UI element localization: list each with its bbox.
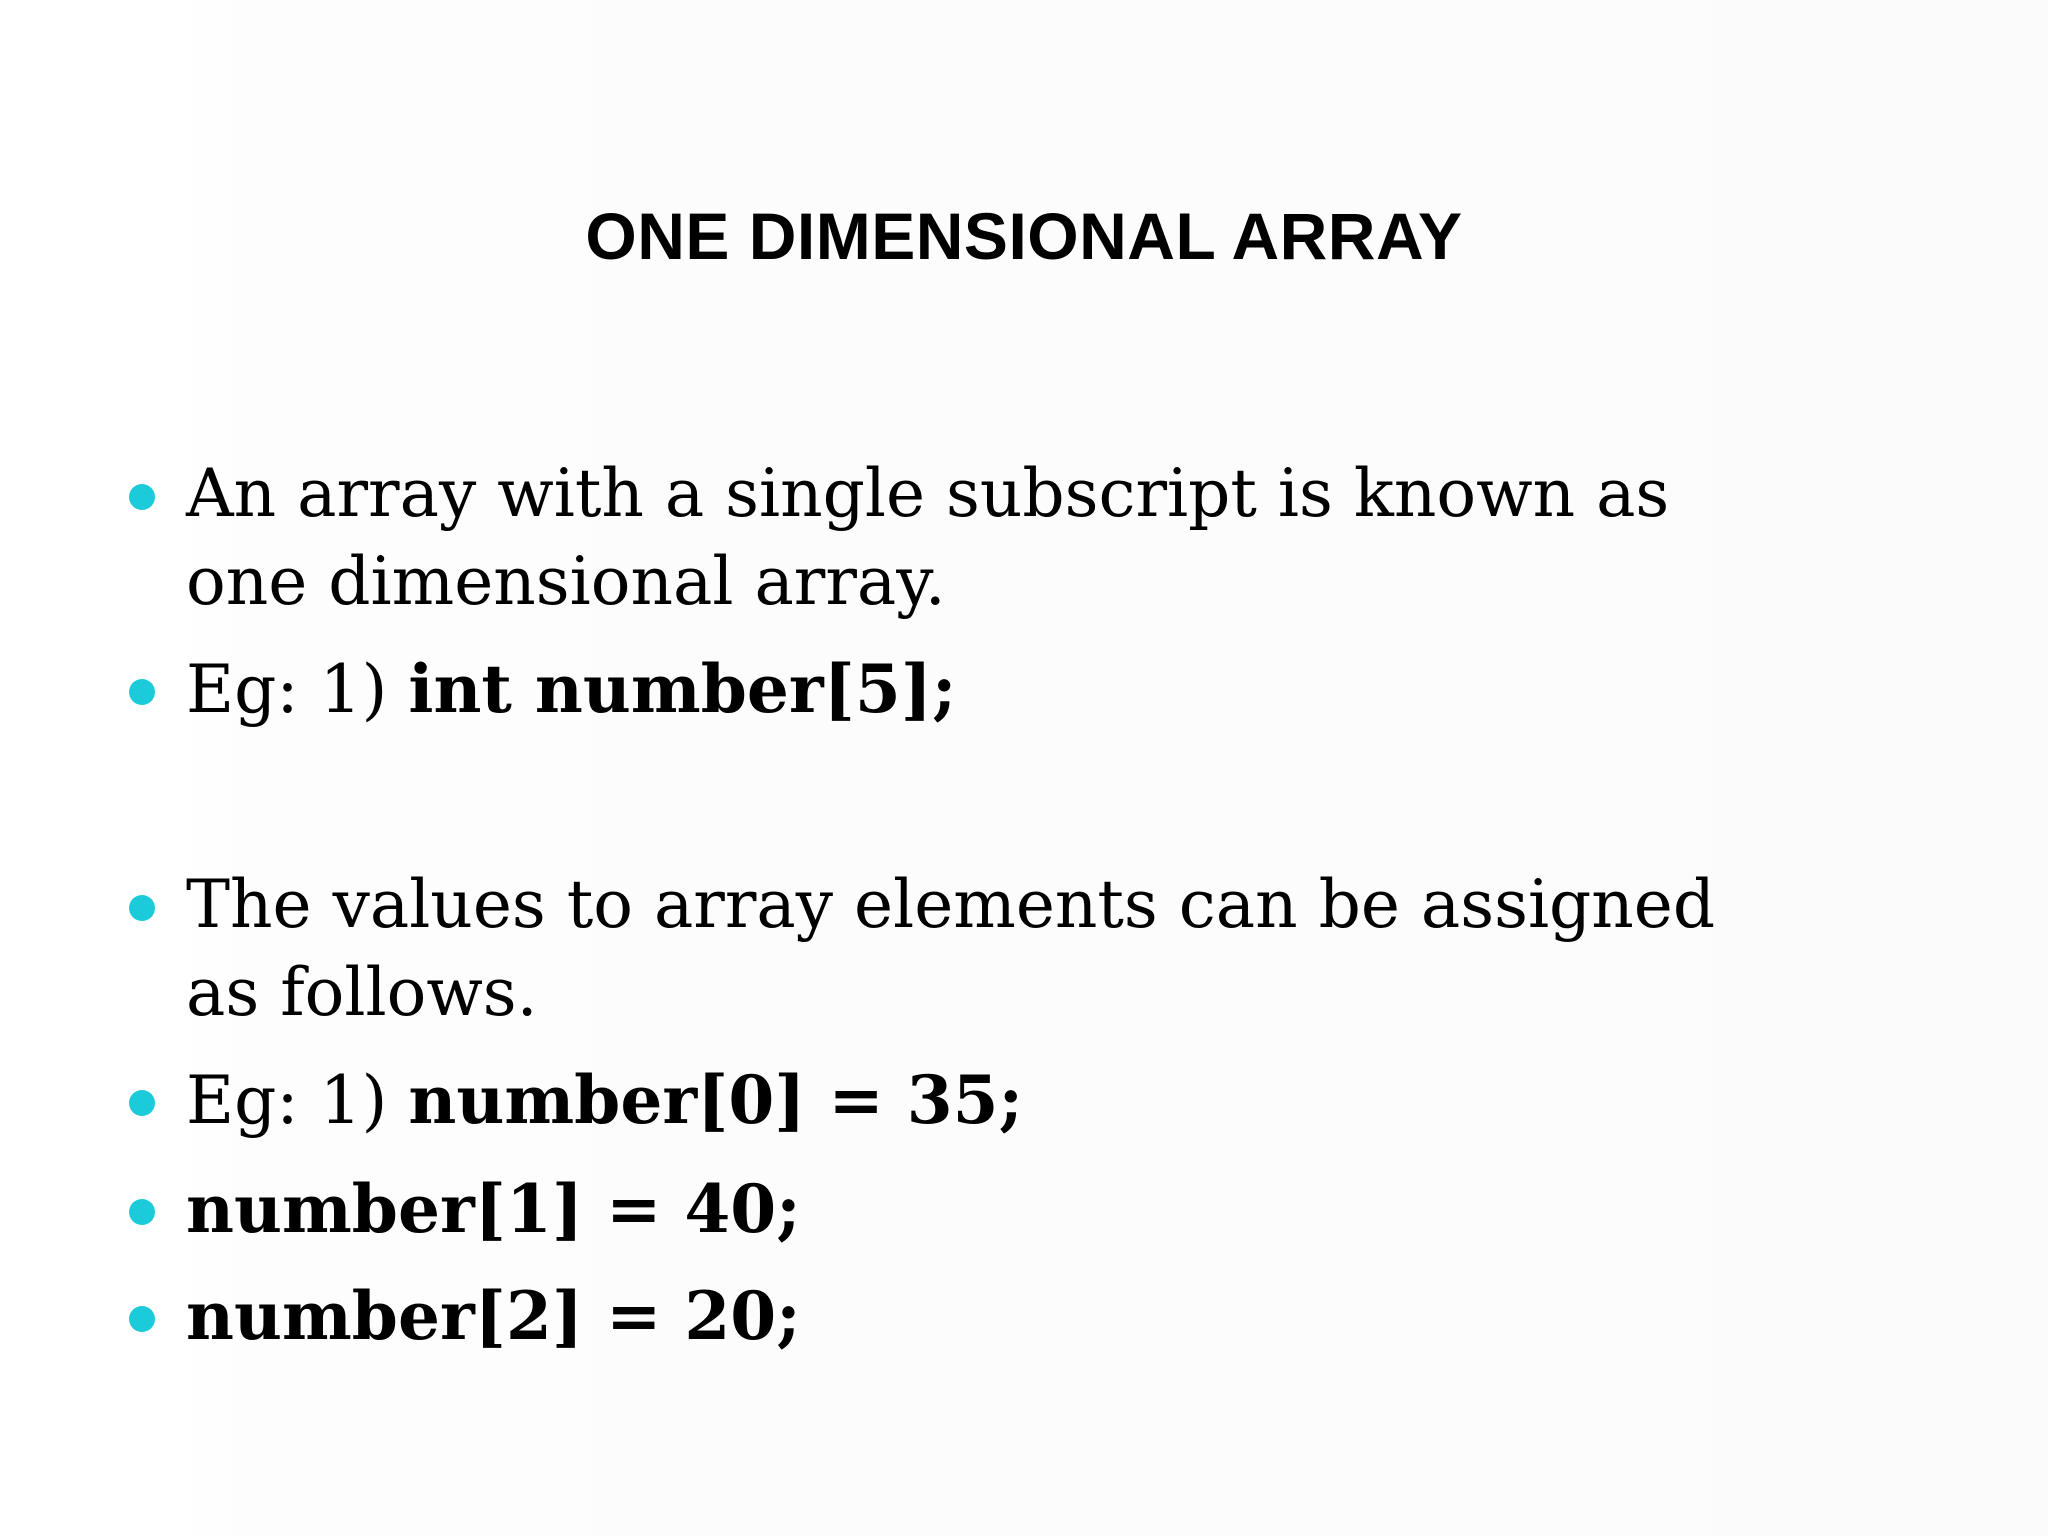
bullet-item-definition bbox=[186, 450, 1746, 626]
bullet-text: The values to array elements can be assigned as follows. bbox=[186, 866, 1716, 1031]
code-snippet: number[0] = 35; bbox=[408, 1061, 1023, 1139]
code-snippet: number[1] = 40; bbox=[186, 1170, 801, 1248]
bullet-item-declaration-example bbox=[186, 645, 1746, 734]
bullet-dot-icon bbox=[129, 1199, 155, 1225]
bullet-item-assignment-example-1 bbox=[186, 1056, 1746, 1145]
bullet-text: An array with a single subscript is known as one dimensional array. bbox=[186, 455, 1670, 620]
bullet-item-assignment bbox=[186, 861, 1746, 1037]
slide-title: ONE DIMENSIONAL ARRAY bbox=[585, 199, 1463, 273]
code-snippet: number[2] = 20; bbox=[186, 1277, 801, 1355]
bullet-dot-icon bbox=[129, 484, 155, 510]
code-snippet: int number[5]; bbox=[408, 650, 957, 728]
bullet-dot-icon bbox=[129, 895, 155, 921]
example-prefix: Eg: 1) bbox=[186, 651, 409, 728]
example-prefix: Eg: 1) bbox=[186, 1062, 409, 1139]
bullet-item-assignment-example-2 bbox=[186, 1165, 1746, 1254]
bullet-dot-icon bbox=[129, 1306, 155, 1332]
bullet-dot-icon bbox=[129, 1090, 155, 1116]
bullet-item-assignment-example-3 bbox=[186, 1272, 1746, 1361]
bullet-dot-icon bbox=[129, 679, 155, 705]
